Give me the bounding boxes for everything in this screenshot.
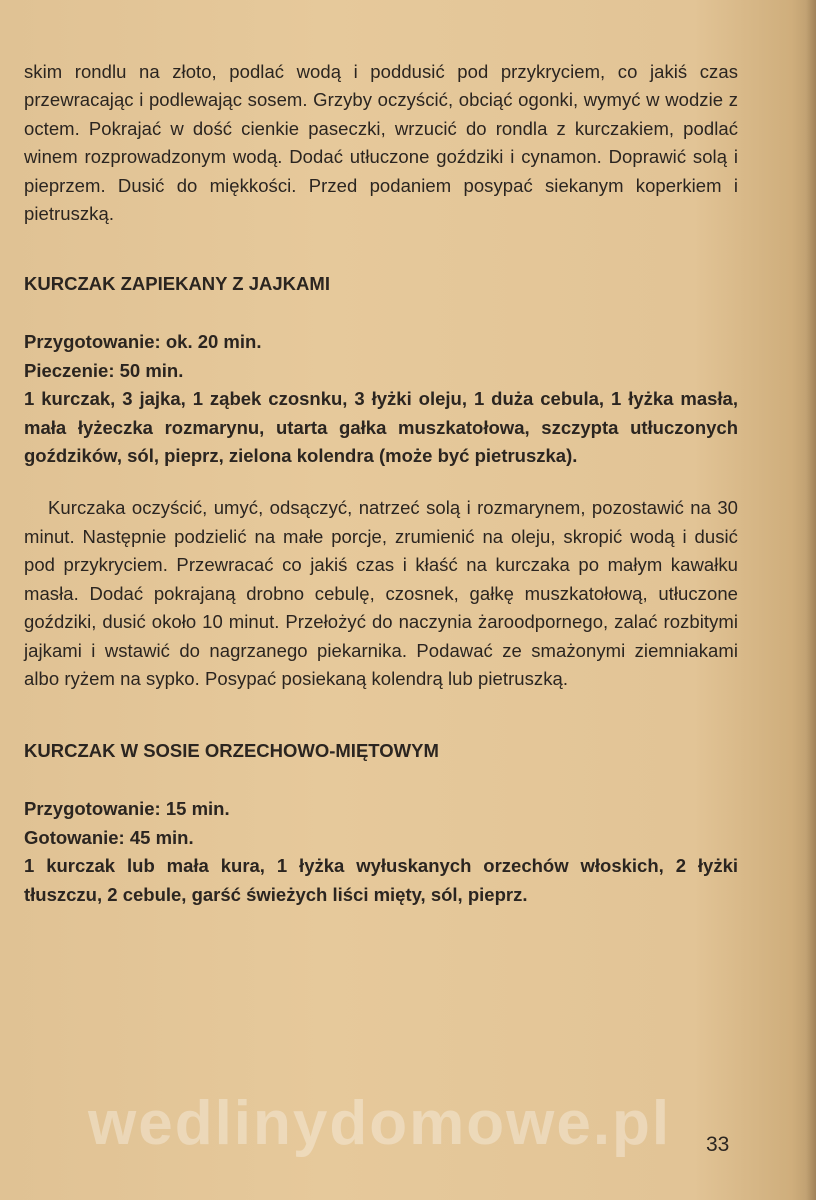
recipe-prep-time: Przygotowanie: 15 min. <box>24 798 230 820</box>
page-number: 33 <box>706 1133 730 1156</box>
recipe-prep-time: Przygotowanie: ok. 20 min. <box>24 331 262 353</box>
watermark: wedlinydomowe.pl <box>88 1089 672 1158</box>
recipe-title: KURCZAK ZAPIEKANY Z JAJKAMI <box>24 273 330 295</box>
intro-paragraph: skim rondlu na złoto, podlać wodą i poddusić pod przykryciem, co jakiś czas przewracając i podlewając sosem. Grzyby oczyścić, obciąć ogonki, wymyć w wodzie z octem. Pokrajać w dość cienkie paseczki, wrzucić do rondla z kurczakiem, podlać winem rozprowadzonym wodą. Dodać utłuczone goździki i cynamon. Doprawić solą i pieprzem. Dusić do miękkości. Przed podaniem posypać siekanym koperkiem i pietruszką. <box>24 61 738 225</box>
recipe-instructions: Kurczaka oczyścić, umyć, odsączyć, natrzeć solą i rozmarynem, pozostawić na 30 minut. Następnie podzielić na małe porcje, zrumienić na oleju, skropić wodą i dusić pod przykryciem. Przewracać co jakiś czas i kłaść na kurczaka po małym kawałku masła. Dodać pokrajaną drobno cebulę, czosnek, gałkę muszkatołową, utłuczone goździki, dusić około 10 minut. Przełożyć do naczynia żaroodpornego, zalać rozbitymi jajkami i wstawić do nagrzanego piekarnika. Podawać ze smażonymi ziemniakami albo ryżem na sypko. Posypać posiekaną kolendrą lub pietruszką. <box>24 497 738 689</box>
recipe-cook-time: Pieczenie: 50 min. <box>24 359 184 381</box>
recipe-ingredients: 1 kurczak, 3 jajka, 1 ząbek czosnku, 3 łyżki oleju, 1 duża cebula, 1 łyżka masła, mała łyżeczka rozmarynu, utarta gałka muszkatołowa, szczypta utłuczonych goździków, sól, pieprz, zielona kolendra (może być pietruszka). <box>24 388 738 467</box>
recipe-ingredients: 1 kurczak lub mała kura, 1 łyżka wyłuskanych orzechów włoskich, 2 łyżki tłuszczu, 2 cebule, garść świeżych liści mięty, sól, pieprz. <box>24 855 738 905</box>
recipe-cook-time: Gotowanie: 45 min. <box>24 826 194 848</box>
page-content <box>24 58 738 909</box>
recipe-title: KURCZAK W SOSIE ORZECHOWO-MIĘTOWYM <box>24 740 439 762</box>
page-edge-shadow <box>806 0 816 1200</box>
